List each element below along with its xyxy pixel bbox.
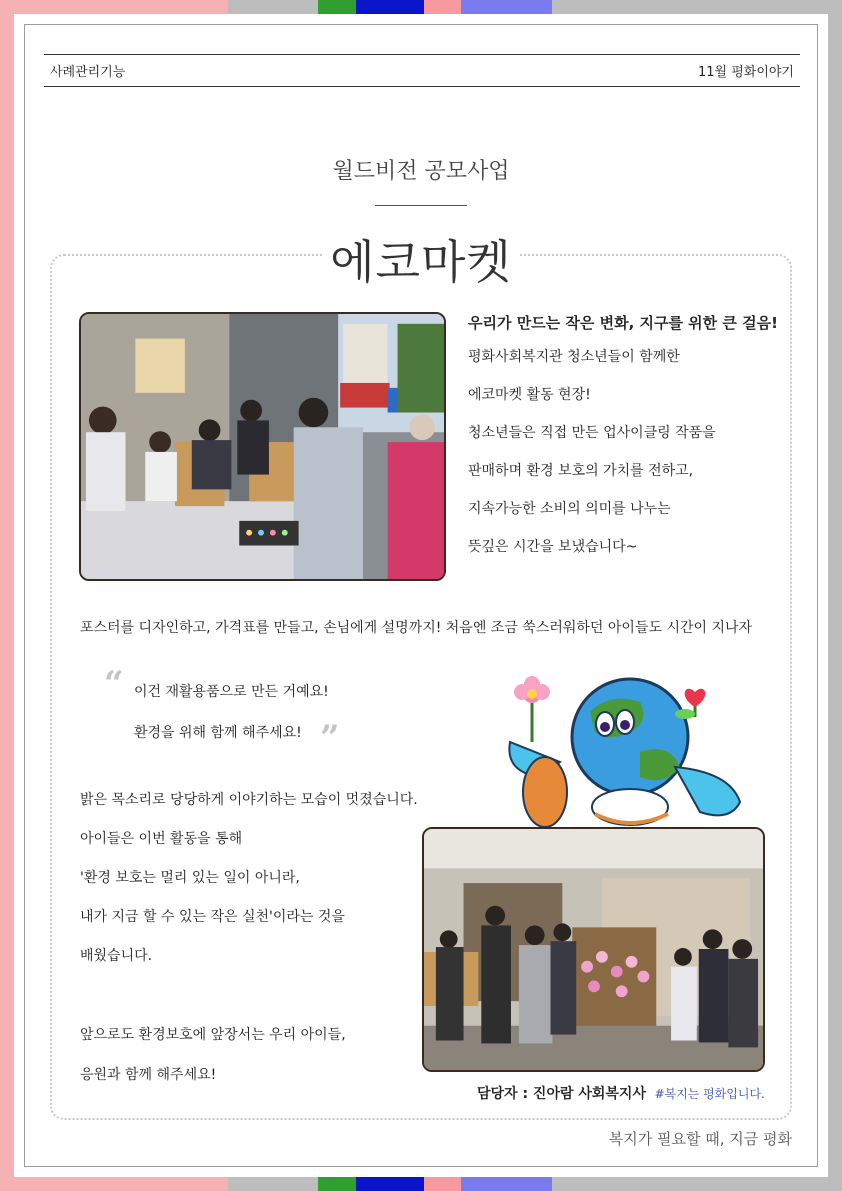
eco-market-booth-photo bbox=[79, 312, 446, 581]
contact-line bbox=[477, 1083, 765, 1103]
intro-line: 지속가능한 소비의 의미를 나누는 bbox=[468, 501, 671, 517]
title-divider bbox=[375, 205, 467, 206]
open-quote-icon: “ bbox=[104, 664, 124, 704]
intro-line: 뜻깊은 시간을 보냈습니다~ bbox=[468, 539, 638, 555]
intro-text-block bbox=[468, 312, 788, 566]
body-line: 밝은 목소리로 당당하게 이야기하는 모습이 멋졌습니다. bbox=[80, 792, 418, 808]
page-subtitle: 월드비전 공모사업 bbox=[332, 159, 510, 184]
close-quote-icon: ” bbox=[320, 718, 340, 758]
intro-line: 에코마켓 활동 현장! bbox=[468, 387, 591, 403]
contact-hashtag: #복지는 평화입니다. bbox=[654, 1087, 765, 1101]
body-line: 아이들은 이번 활동을 통해 bbox=[80, 831, 243, 847]
earth-character-icon bbox=[500, 672, 760, 837]
body-line: 응원과 함께 해주세요! bbox=[80, 1067, 217, 1083]
quote-line: 이건 재활용품으로 만든 거예요! bbox=[134, 684, 329, 700]
body-line: 배웠습니다. bbox=[80, 948, 153, 964]
intro-line: 평화사회복지관 청소년들이 함께한 bbox=[468, 349, 680, 365]
page-title: 에코마켓 bbox=[330, 235, 512, 289]
body-line: 내가 지금 할 수 있는 작은 실천'이라는 것을 bbox=[80, 909, 345, 925]
body-line: 앞으로도 환경보호에 앞장서는 우리 아이들, bbox=[80, 1027, 346, 1043]
header-issue-label: 11월 평화이야기 bbox=[697, 65, 794, 80]
story-line: 포스터를 디자인하고, 가격표를 만들고, 손님에게 설명까지! 처음엔 조금 쑥스러워하던 아이들도 시간이 지나자 bbox=[80, 620, 753, 636]
footer-slogan: 복지가 필요할 때, 지금 평화 bbox=[608, 1130, 792, 1148]
intro-line: 판매하며 환경 보호의 가치를 전하고, bbox=[468, 463, 694, 479]
body-line: '환경 보호는 멀리 있는 일이 아니라, bbox=[80, 870, 300, 886]
quote-line: 환경을 위해 함께 해주세요! bbox=[134, 725, 302, 741]
group-photo bbox=[422, 827, 765, 1072]
bottom-color-stripe bbox=[0, 1177, 842, 1191]
header-section-label: 사례관리기능 bbox=[50, 65, 126, 80]
intro-headline: 우리가 만드는 작은 변화, 지구를 위한 큰 걸음! bbox=[468, 314, 778, 332]
contact-name: 담당자 : 진아람 사회복지사 bbox=[477, 1086, 646, 1102]
intro-line: 청소년들은 직접 만든 업사이클링 작품을 bbox=[468, 425, 716, 441]
top-color-stripe bbox=[0, 0, 842, 14]
page-header bbox=[44, 54, 800, 87]
